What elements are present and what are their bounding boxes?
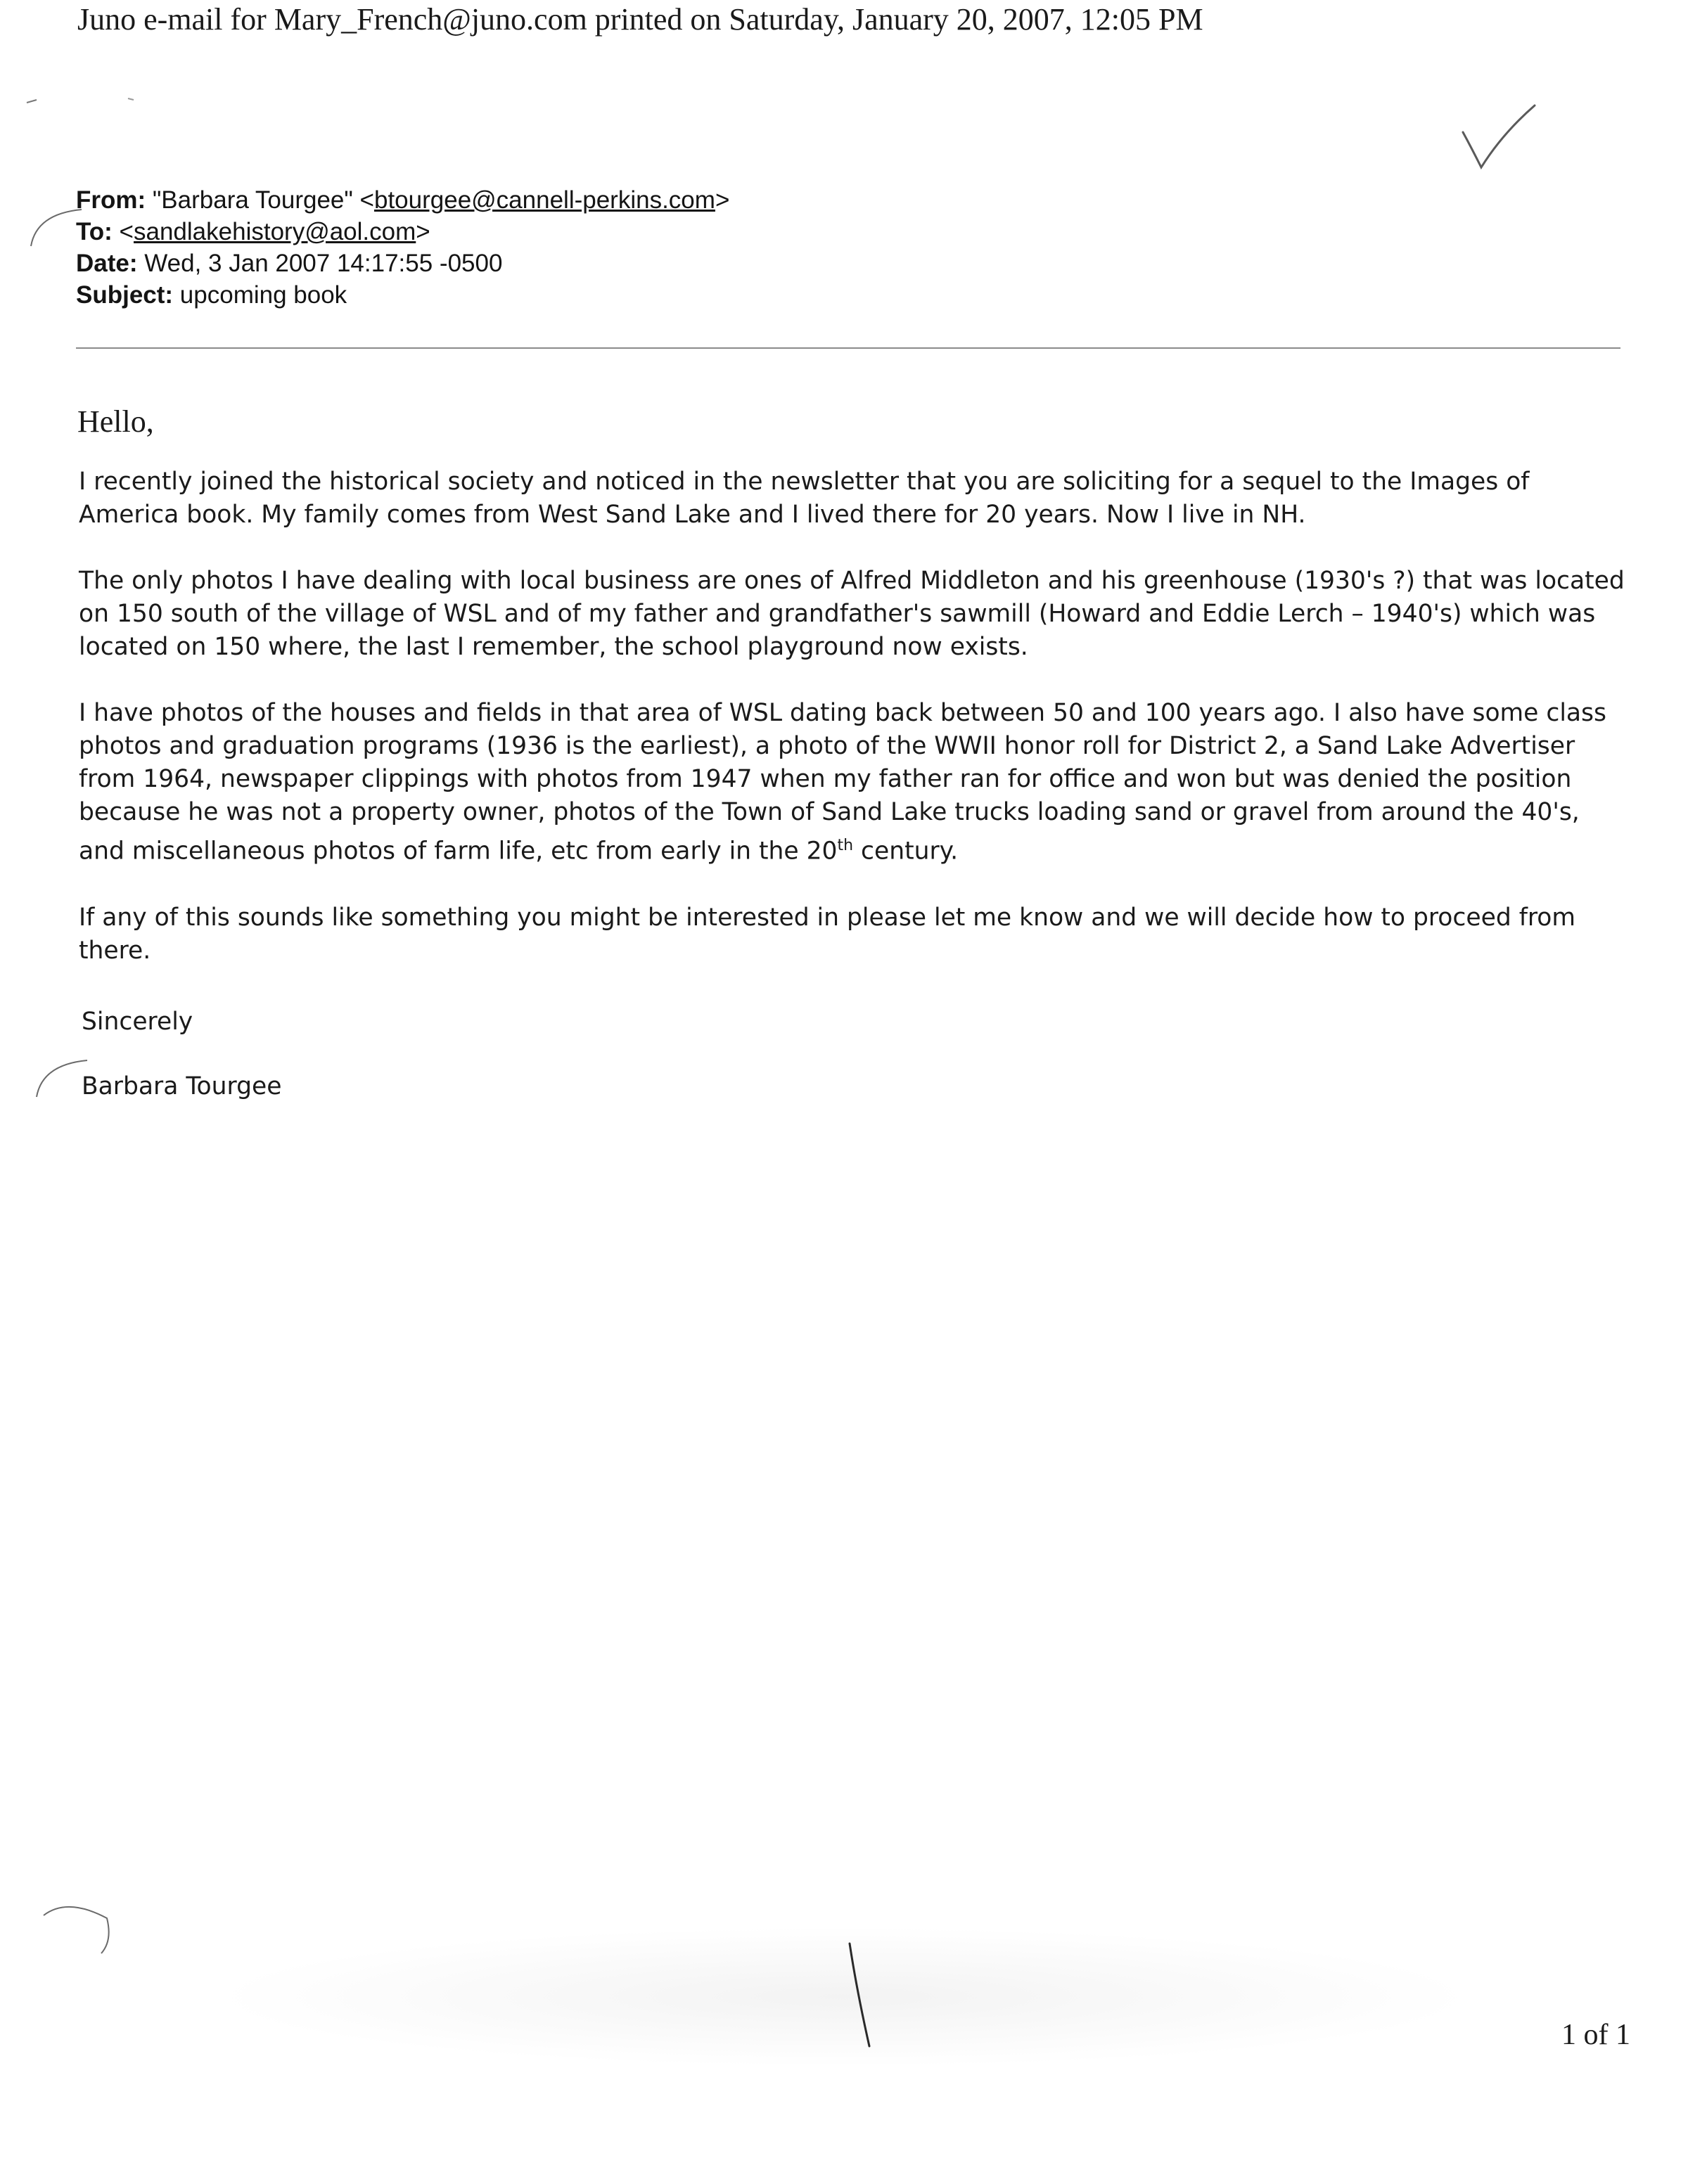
pen-stroke-mark bbox=[841, 1941, 883, 2053]
handwritten-checkmark bbox=[1456, 98, 1540, 176]
subject-row bbox=[76, 279, 729, 311]
to-value-post: > bbox=[416, 218, 430, 245]
body-paragraph-3-superscript: th bbox=[837, 837, 854, 854]
body-paragraph-2: The only photos I have dealing with local business are ones of Alfred Middleton and his greenhouse (1930's ?) that was located on 150 south of the village of WSL and of my father and grandfather's sawmill (Howard and Eddie Lerch – 1940's) which was located on 150 where, the last I remember, the school playground now exists. bbox=[79, 567, 1625, 661]
from-value-post: > bbox=[715, 186, 730, 214]
from-email-link[interactable]: btourgee@cannell-perkins.com bbox=[373, 186, 715, 214]
body-paragraph-3-text: I have photos of the houses and fields in that area of WSL dating back between 50 and 100 years ago. I also have some class photos and graduation programs (1936 is the earliest), a photo of the WWII honor roll for District 2, a Sand Lake Advertiser from 1964, newspaper clippings with photos from 1947 when my father ran for office and won but was denied the position because he was not a property owner, photos of the Town of Sand Lake trucks loading sand or gravel from around the 40's, and miscellaneous photos of farm life, etc from early in the 20 bbox=[79, 699, 1607, 866]
closing: Sincerely bbox=[82, 1008, 193, 1036]
scan-speck-marks bbox=[21, 89, 148, 110]
to-email-link[interactable]: sandlakehistory@aol.com bbox=[134, 218, 416, 245]
header-divider bbox=[76, 347, 1620, 349]
from-row bbox=[76, 184, 729, 216]
subject-value: upcoming book bbox=[173, 281, 347, 309]
email-headers bbox=[76, 184, 729, 311]
hole-punch-mark-bottom bbox=[39, 1899, 117, 1962]
email-body bbox=[79, 465, 1626, 1001]
to-row bbox=[76, 216, 729, 248]
date-value: Wed, 3 Jan 2007 14:17:55 -0500 bbox=[137, 250, 503, 277]
signature-name: Barbara Tourgee bbox=[82, 1072, 282, 1100]
from-label: From: bbox=[76, 186, 146, 214]
subject-label: Subject: bbox=[76, 281, 174, 309]
greeting: Hello, bbox=[77, 404, 154, 439]
date-label: Date: bbox=[76, 250, 138, 277]
to-label: To: bbox=[76, 218, 113, 245]
body-paragraph-3-tail: century. bbox=[853, 837, 959, 866]
print-header: Juno e-mail for Mary_French@juno.com printed on Saturday, January 20, 2007, 12:05 PM bbox=[77, 2, 1203, 37]
page-number: 1 of 1 bbox=[1561, 2019, 1630, 2051]
body-paragraph-3 bbox=[79, 697, 1626, 868]
date-row bbox=[76, 248, 729, 279]
to-value-pre: < bbox=[112, 218, 134, 245]
body-paragraph-4: If any of this sounds like something you might be interested in please let me know and we will decide how to proceed from there. bbox=[79, 903, 1575, 965]
body-paragraph-1: I recently joined the historical society and noticed in the newsletter that you are soliciting for a sequel to the Images of America book. My family comes from West Sand Lake and I lived there for 20 years. Now I live in NH. bbox=[79, 468, 1530, 529]
from-value-pre: "Barbara Tourgee" < bbox=[146, 186, 374, 214]
